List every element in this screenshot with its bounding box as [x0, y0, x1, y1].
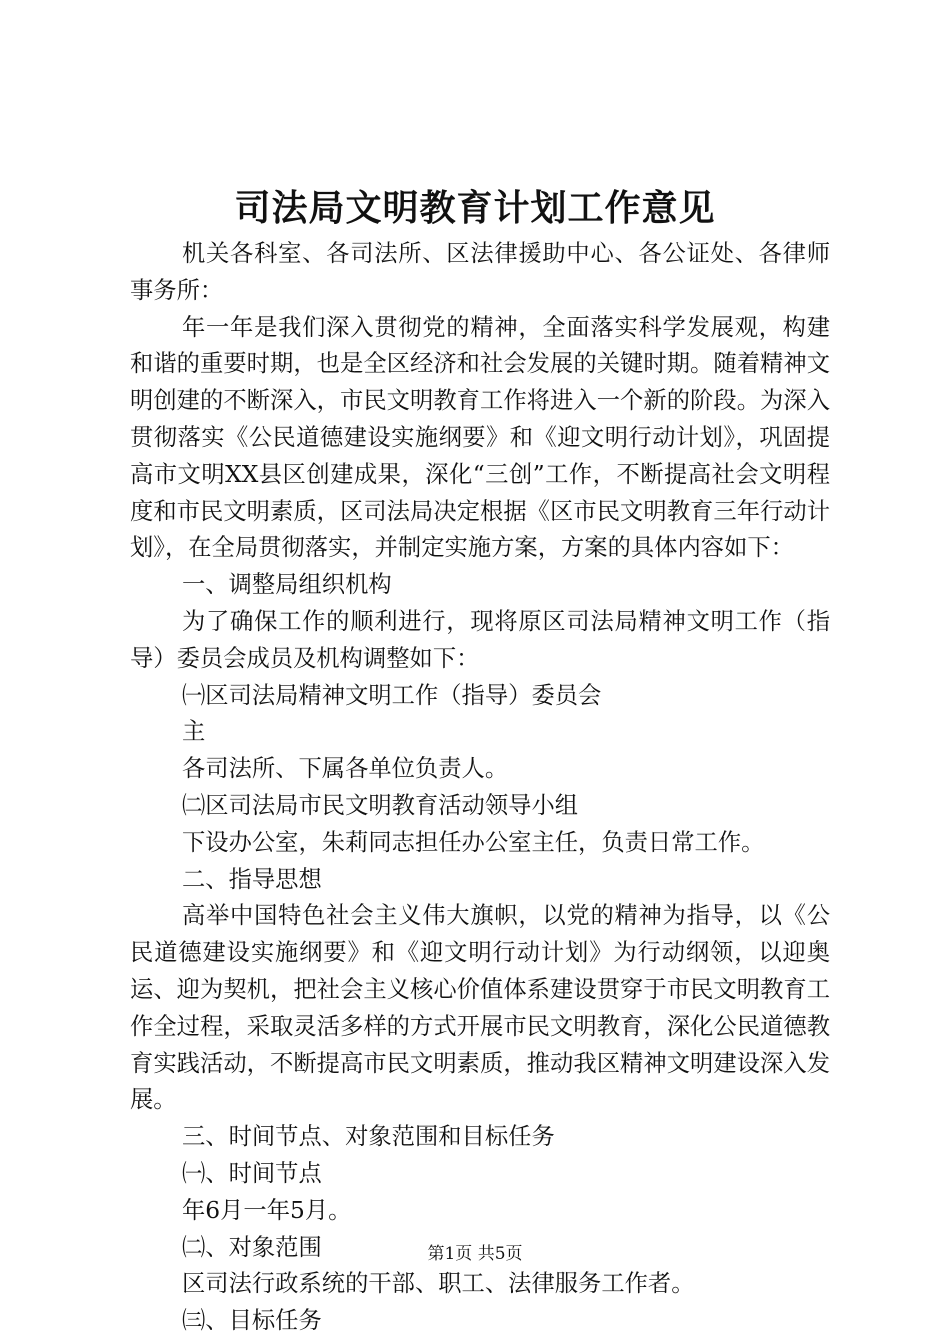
guiding-thought-paragraph: 高举中国特色社会主义伟大旗帜，以党的精神为指导，以《公民道德建设实施纲要》和《迎文明行动计划》为行动纲领，以迎奥运、迎为契机，把社会主义核心价值体系建设贯穿于市民文明教育工作全过程，采取灵活多样的方式开展市民文明教育，深化公民道德教育实践活动，不断提高市民文明素质，推动我区精神文明建设深入发展。 — [130, 902, 830, 1114]
subsection-committee: ㈠区司法局精神文明工作（指导）委员会 — [182, 681, 602, 709]
committee-chair-line: 主 — [182, 718, 206, 746]
page-footer: 第1页 共5页 — [427, 1244, 523, 1264]
document-body — [130, 236, 830, 1340]
subsection-goals: ㈢、目标任务 — [182, 1307, 322, 1335]
intro-paragraph: 年一年是我们深入贯彻党的精神，全面落实科学发展观，构建和谐的重要时期，也是全区经济和社会发展的关键时期。随着精神文明创建的不断深入，市民文明教育工作将进入一个新的阶段。为深入贯彻落实《公民道德建设实施纲要》和《迎文明行动计划》，巩固提高市文明XX县区创建成果，深化“三创”工作，不断提高社会文明程度和市民文明素质，区司法局决定根据《区市民文明教育三年行动计划》，在全局贯彻落实，并制定实施方案，方案的具体内容如下： — [130, 313, 830, 562]
committee-members-line: 各司法所、下属各单位负责人。 — [182, 755, 509, 783]
scope-line: 区司法行政系统的干部、职工、法律服务工作者。 — [182, 1270, 695, 1298]
addressee-paragraph: 机关各科室、各司法所、区法律援助中心、各公证处、各律师事务所： — [130, 240, 830, 304]
office-line: 下设办公室，朱莉同志担任办公室主任，负责日常工作。 — [182, 828, 765, 856]
subsection-scope: ㈡、对象范围 — [182, 1233, 322, 1261]
section-heading-3: 三、时间节点、对象范围和目标任务 — [182, 1123, 555, 1151]
adjustment-paragraph: 为了确保工作的顺利进行，现将原区司法局精神文明工作（指导）委员会成员及机构调整如下： — [130, 607, 830, 672]
time-range-line: 年6月一年5月。 — [182, 1196, 352, 1224]
subsection-leading-group: ㈡区司法局市民文明教育活动领导小组 — [182, 791, 579, 819]
section-heading-2: 二、指导思想 — [182, 865, 322, 893]
section-heading-1: 一、调整局组织机构 — [182, 571, 392, 599]
subsection-time: ㈠、时间节点 — [182, 1159, 322, 1187]
document-title: 司法局文明教育计划工作意见 — [234, 187, 716, 229]
